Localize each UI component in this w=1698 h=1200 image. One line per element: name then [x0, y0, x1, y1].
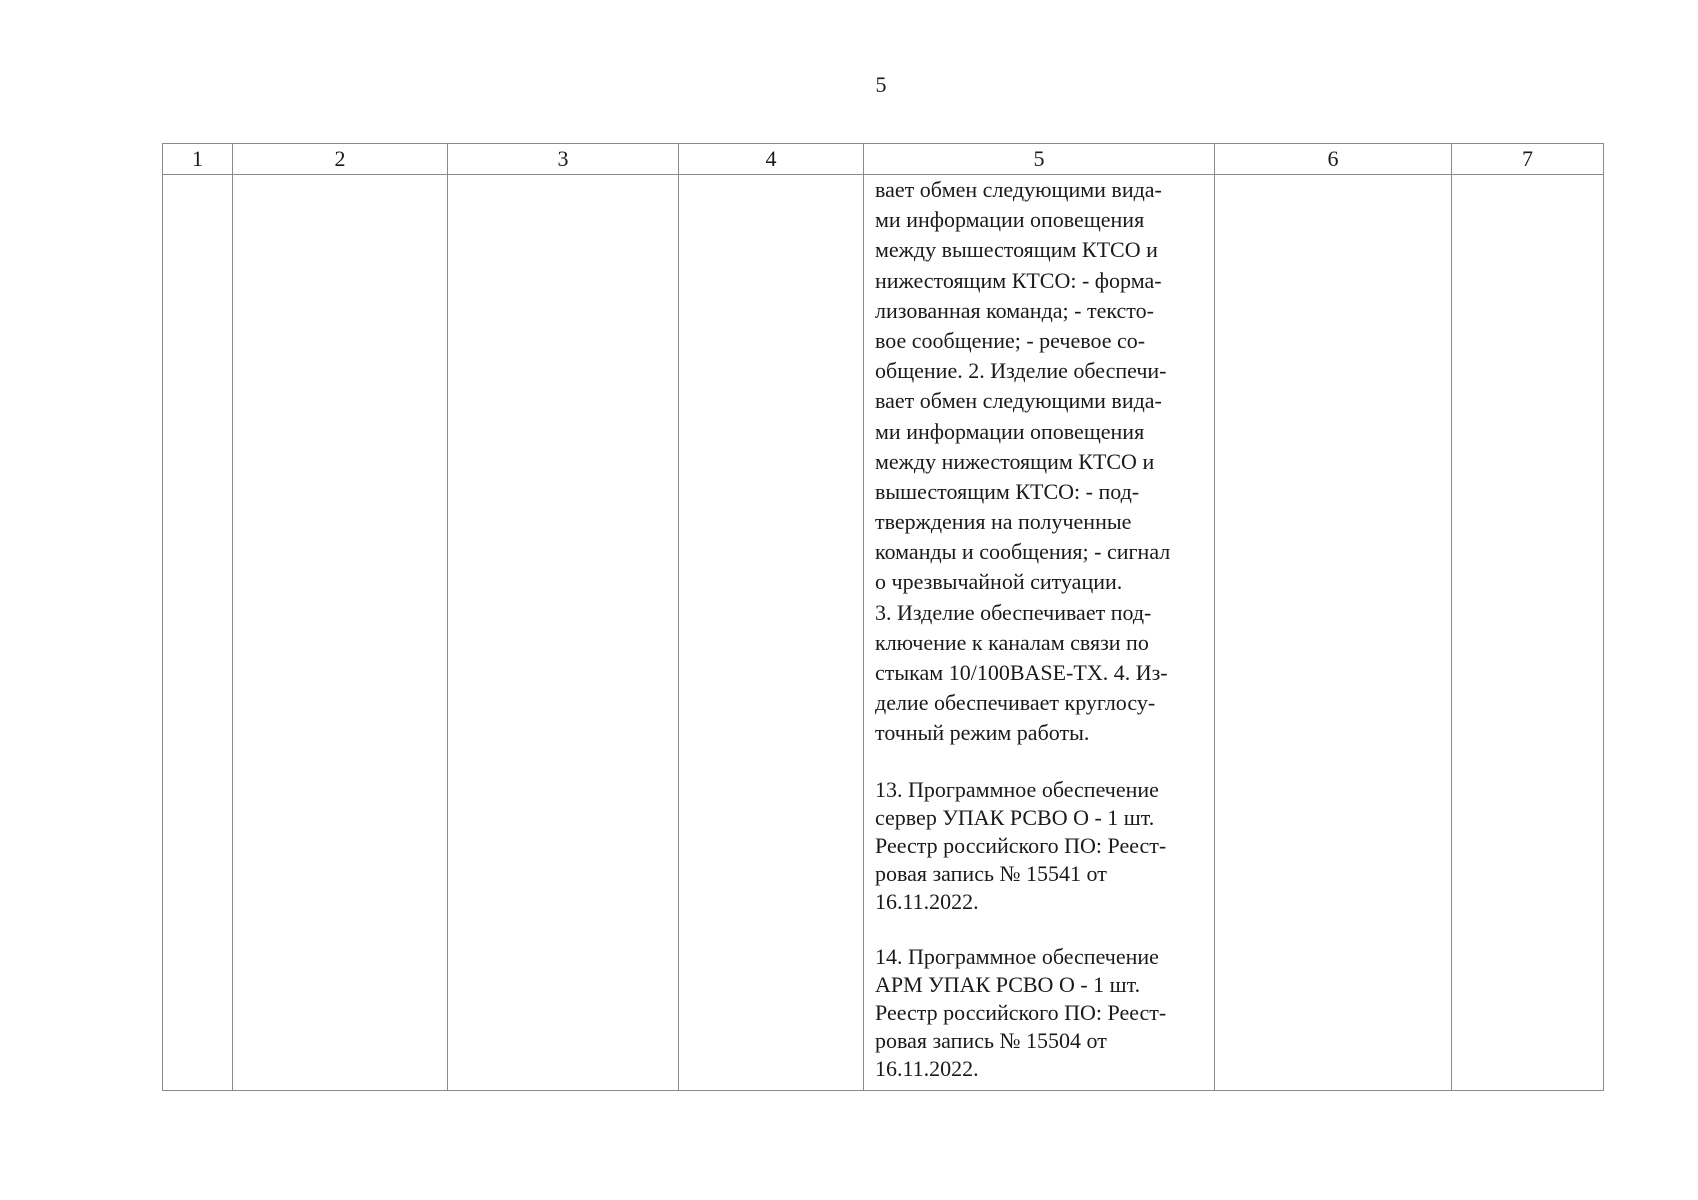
text-line: лизованная команда; - тексто- [875, 297, 1154, 323]
text-line: АРМ УПАК РСВО О - 1 шт. [875, 971, 1141, 997]
cell-col-3 [448, 175, 679, 1091]
cell-col-4 [679, 175, 864, 1091]
text-line: делие обеспечивает круглосу- [875, 690, 1156, 716]
text-line: нижестоящим КТСО: - форма- [875, 267, 1162, 293]
text-line: о чрезвычайной ситуации. [875, 569, 1123, 595]
description-text [864, 175, 1214, 1083]
text-line: 3. Изделие обеспечивает под- [875, 599, 1152, 625]
text-line: общение. 2. Изделие обеспечи- [875, 358, 1167, 384]
text-line: 13. Программное обеспечение [875, 776, 1159, 802]
paragraph-gap [875, 749, 1206, 776]
text-line: Реестр российского ПО: Реест- [875, 832, 1167, 858]
table-row [163, 175, 1604, 1091]
text-line: точный режим работы. [875, 720, 1090, 746]
specification-table [162, 143, 1604, 1091]
text-line: сервер УПАК РСВО О - 1 шт. [875, 804, 1155, 830]
text-line: вое сообщение; - речевое со- [875, 327, 1146, 353]
text-line: ми информации оповещения [875, 418, 1145, 444]
text-line: ключение к каналам связи по [875, 629, 1149, 655]
column-header-4: 4 [679, 144, 864, 175]
column-header-5: 5 [864, 144, 1215, 175]
text-line: 16.11.2022. [875, 1055, 979, 1081]
text-line: вает обмен следующими вида- [875, 388, 1162, 414]
cell-col-7 [1452, 175, 1604, 1091]
text-line: между нижестоящим КТСО и [875, 448, 1155, 474]
page-number: 5 [875, 72, 887, 97]
text-line: стыкам 10/100BASE-TX. 4. Из- [875, 660, 1168, 685]
text-line: тверждения на полученные [875, 509, 1132, 535]
cell-col-6 [1215, 175, 1452, 1091]
column-header-7: 7 [1452, 144, 1604, 175]
text-line: 16.11.2022. [875, 888, 979, 914]
text-line: вышестоящим КТСО: - под- [875, 478, 1140, 504]
cell-col-1 [163, 175, 233, 1091]
text-line: ровая запись № 15504 от [875, 1027, 1107, 1053]
text-line: между вышестоящим КТСО и [875, 237, 1158, 263]
column-header-6: 6 [1215, 144, 1452, 175]
table-header-row [163, 144, 1604, 175]
text-line: вает обмен следующими вида- [875, 177, 1162, 202]
paragraph-gap [875, 916, 1206, 943]
text-line: ми информации оповещения [875, 207, 1145, 233]
text-line: 14. Программное обеспечение [875, 943, 1159, 969]
description-block-3 [875, 943, 1206, 1083]
description-block-2 [875, 776, 1206, 916]
column-header-2: 2 [233, 144, 448, 175]
cell-col-2 [233, 175, 448, 1091]
column-header-1: 1 [163, 144, 233, 175]
text-line: ровая запись № 15541 от [875, 860, 1107, 886]
text-line: команды и сообщения; - сигнал [875, 539, 1171, 565]
cell-col-5 [864, 175, 1215, 1091]
text-line: Реестр российского ПО: Реест- [875, 999, 1167, 1025]
description-block-1 [875, 175, 1206, 749]
column-header-3: 3 [448, 144, 679, 175]
